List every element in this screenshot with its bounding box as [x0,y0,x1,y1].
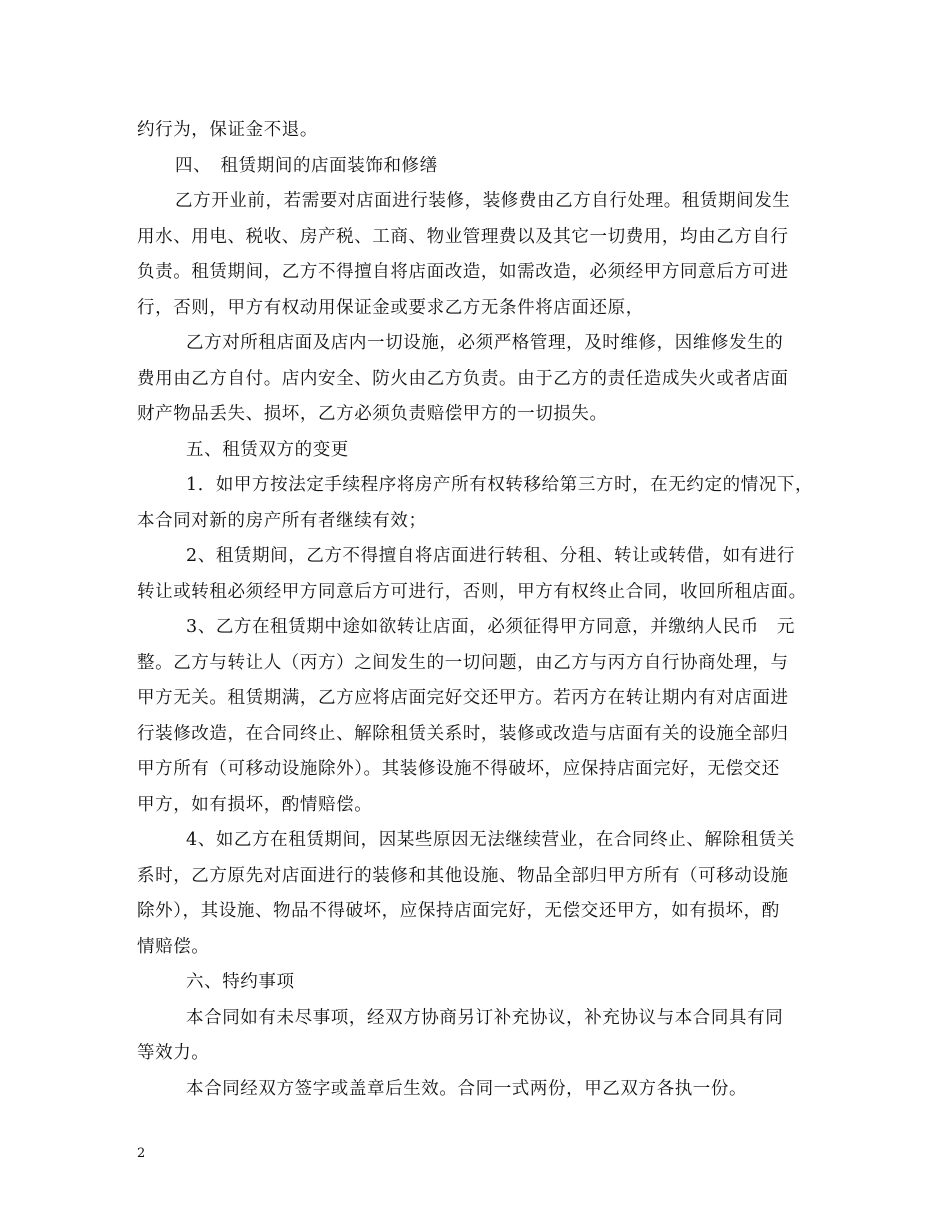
text-line: 除外），其设施、物品不得破坏，应保持店面完好，无偿交还甲方，如有损坏，酌 [137,901,780,921]
text-line: 用水、用电、税收、房产税、工商、物业管理费以及其它一切费用，均由乙方自行 [137,227,789,247]
text-line: 行，否则，甲方有权动用保证金或要求乙方无条件将店面还原， [137,298,644,318]
text-line: 系时，乙方原先对店面进行的装修和其他设施、物品全部归甲方所有（可移动设施 [137,866,789,886]
page-number: 2 [137,1146,146,1161]
text-line: 2、租赁期间，乙方不得擅自将店面进行转租、分租、转让或转借，如有进行 [186,546,796,566]
text-line: 1．如甲方按法定手续程序将房产所有权转移给第三方时，在无约定的情况下， [186,475,814,495]
text-line: 情赔偿。 [137,937,210,957]
text-line: 财产物品丢失、损坏，乙方必须负责赔偿甲方的一切损失。 [137,404,608,424]
text-line: 等效力。 [137,1043,210,1063]
text-line: 甲方无关。租赁期满，乙方应将店面完好交还甲方。若丙方在转让期内有对店面进 [137,688,789,708]
text-line: 乙方对所租店面及店内一切设施，必须严格管理，及时维修，因维修发生的 [186,333,784,353]
text-line: 行装修改造，在合同终止、解除租赁关系时，装修或改造与店面有关的设施全部归 [137,724,789,744]
text-line: 费用由乙方自付。店内安全、防火由乙方负责。由于乙方的责任造成失火或者店面 [137,369,789,389]
text-line: 约行为，保证金不退。 [137,120,318,140]
text-line: 甲方所有（可移动设施除外）。其装修设施不得破坏，应保持店面完好，无偿交还 [137,759,780,779]
text-line: 转让或转租必须经甲方同意后方可进行，否则，甲方有权终止合同，收回所租店面。 [137,582,807,602]
text-line: 甲方，如有损坏，酌情赔偿。 [137,795,373,815]
section-heading: 六、特约事项 [186,972,295,992]
text-line: 负责。租赁期间，乙方不得擅自将店面改造，如需改造，必须经甲方同意后方可进 [137,262,789,282]
text-line: 乙方开业前，若需要对店面进行装修，装修费由乙方自行处理。租赁期间发生 [175,191,791,211]
text-line: 本合同对新的房产所有者继续有效； [137,511,427,531]
text-line: 整。乙方与转让人（丙方）之间发生的一切问题，由乙方与丙方自行协商处理，与 [137,653,789,673]
section-heading: 四、 租赁期间的店面装饰和修缮 [175,156,438,176]
text-line: 本合同经双方签字或盖章后生效。合同一式两份，甲乙双方各执一份。 [186,1079,748,1099]
text-line: 本合同如有未尽事项，经双方协商另订补充协议，补充协议与本合同具有同 [186,1008,784,1028]
text-line: 3、乙方在租赁期中途如欲转让店面，必须征得甲方同意，并缴纳人民币 元 [186,617,796,637]
section-heading: 五、租赁双方的变更 [186,440,349,460]
text-line: 4、如乙方在租赁期间，因某些原因无法继续营业，在合同终止、解除租赁关 [186,830,796,850]
